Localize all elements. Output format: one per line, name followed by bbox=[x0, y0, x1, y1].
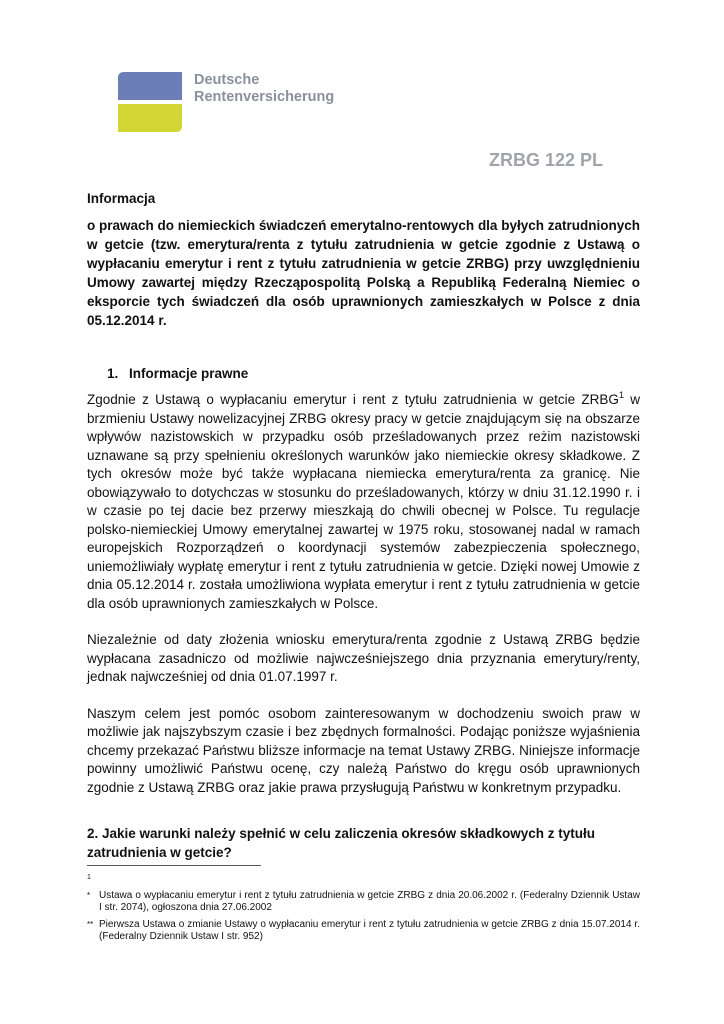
logo-line-1: Deutsche bbox=[194, 72, 260, 88]
section-1-paragraph-3: Naszym celem jest pomóc osobom zainteresowanym w dochodzeniu swoich praw w możliwie jak najszybszym czasie i bez zbędnych formalności. Podając poniższe wyjaśnienia chcemy przekazać Państwu bliższe informacje na temat Ustawy ZRBG. Niniejsze informacje powinny umożliwić Państwu ocenę, czy należą Państwo do kręgu osób uprawnionych zgodnie z Ustawą ZRBG oraz jakie prawa przysługują Państwu w konkretnym przypadku. bbox=[87, 705, 640, 795]
logo-line-2: Rentenversicherung bbox=[194, 89, 335, 105]
footnote-mark: * bbox=[87, 890, 91, 900]
document-intro: o prawach do niemieckich świadczeń emerytalno-rentowych dla byłych zatrudnionych w getcie (tzw. emerytura/renta z tytułu zatrudnienia w getcie zgodnie z Ustawą o wypłacaniu emerytur i rent z tytułu zatrudnienia w getcie ZRBG) przy uwzględnieniu Umowy zawartej między Rzecząpospolitą Polską a Republiką Federalną Niemiec o eksporcie tych świadczeń dla osób uprawnionych zamieszkałych w Polsce z dnia 05.12.2014 r. bbox=[87, 218, 640, 328]
footnote-marker: 1 bbox=[87, 874, 91, 881]
paragraph-1-start: Zgodnie z Ustawą o wypłacaniu emerytur i rent z tytułu zatrudnienia w getcie ZRBG bbox=[87, 392, 619, 407]
footnote-text: Pierwsza Ustawa o zmianie Ustawy o wypłacaniu emerytur i rent z tytułu zatrudnienia w getcie ZRBG z dnia 15.07.2014 r. (Federalny Dziennik Ustaw I str. 952) bbox=[99, 918, 640, 942]
footnote-divider bbox=[87, 865, 261, 866]
deutsche-rentenversicherung-logo bbox=[116, 70, 346, 136]
section-1-paragraph-2: Niezależnie od daty złożenia wniosku emerytura/renta zgodnie z Ustawą ZRBG będzie wypłacana zasadniczo od możliwie najwcześniejszego dnia przyznania emerytury/renty, jednak najwcześniej od dnia 01.07.1997 r. bbox=[87, 632, 640, 684]
footnote-mark: ** bbox=[87, 919, 94, 929]
section-2-heading: 2. Jakie warunki należy spełnić w celu zaliczenia okresów składkowych z tytułu zatrudnienia w getcie? bbox=[87, 826, 595, 860]
footnote-item bbox=[87, 919, 640, 944]
logo-mark-icon bbox=[116, 70, 184, 134]
section-1-number: 1. bbox=[107, 366, 119, 381]
document-body bbox=[87, 190, 640, 862]
footnotes bbox=[87, 872, 640, 948]
section-1-title: Informacje prawne bbox=[129, 366, 249, 381]
footnote-text: Ustawa o wypłacaniu emerytur i rent z tytułu zatrudnienia w getcie ZRBG z dnia 20.06.2002 r. (Federalny Dziennik Ustaw I str. 2074), ogłoszona dnia 27.06.2002 bbox=[99, 889, 640, 913]
footnote-reference[interactable]: 1 bbox=[618, 390, 624, 400]
logo-wordmark bbox=[194, 72, 334, 106]
document-heading: Informacja bbox=[87, 191, 156, 206]
footnote-item bbox=[87, 890, 640, 915]
document-code: ZRBG 122 PL bbox=[488, 150, 603, 170]
paragraph-1-rest: w brzmieniu Ustawy nowelizacyjnej ZRBG okresy pracy w getcie znajdującym się na obszarze wpływów nazistowskich w przypadku osób prześladowanych przez reżim nazistowski uznawane są przy spełnieniu określonych warunków jako niemieckie okresy składkowe. Z tych okresów może być także wypłacana niemiecka emerytura/renta za granicę. Nie obowiązywało to dotychczas w stosunku do prześladowanych, którzy w dniu 31.12.1990 r. i w czasie po tej dacie bez przerwy mieszkają do chwili obecnej w Polsce. Tu regulacje polsko-niemieckiej Umowy emerytalnej zawartej w 1975 roku, stosowanej nadal w ramach europejskich Rozporządzeń o koordynacji systemów zabezpieczenia społecznego, uniemożliwiały wypłatę emerytur i rent z tytułu zatrudnienia w getcie. Dzięki nowej Umowie z dnia 05.12.2014 r. została umożliwiona wypłata emerytur i rent z tytułu zatrudnienia w getcie dla osób uprawnionych zamieszkałych w Polsce. bbox=[87, 392, 640, 611]
section-1-paragraph-1 bbox=[87, 391, 640, 613]
section-1-heading bbox=[107, 365, 640, 382]
